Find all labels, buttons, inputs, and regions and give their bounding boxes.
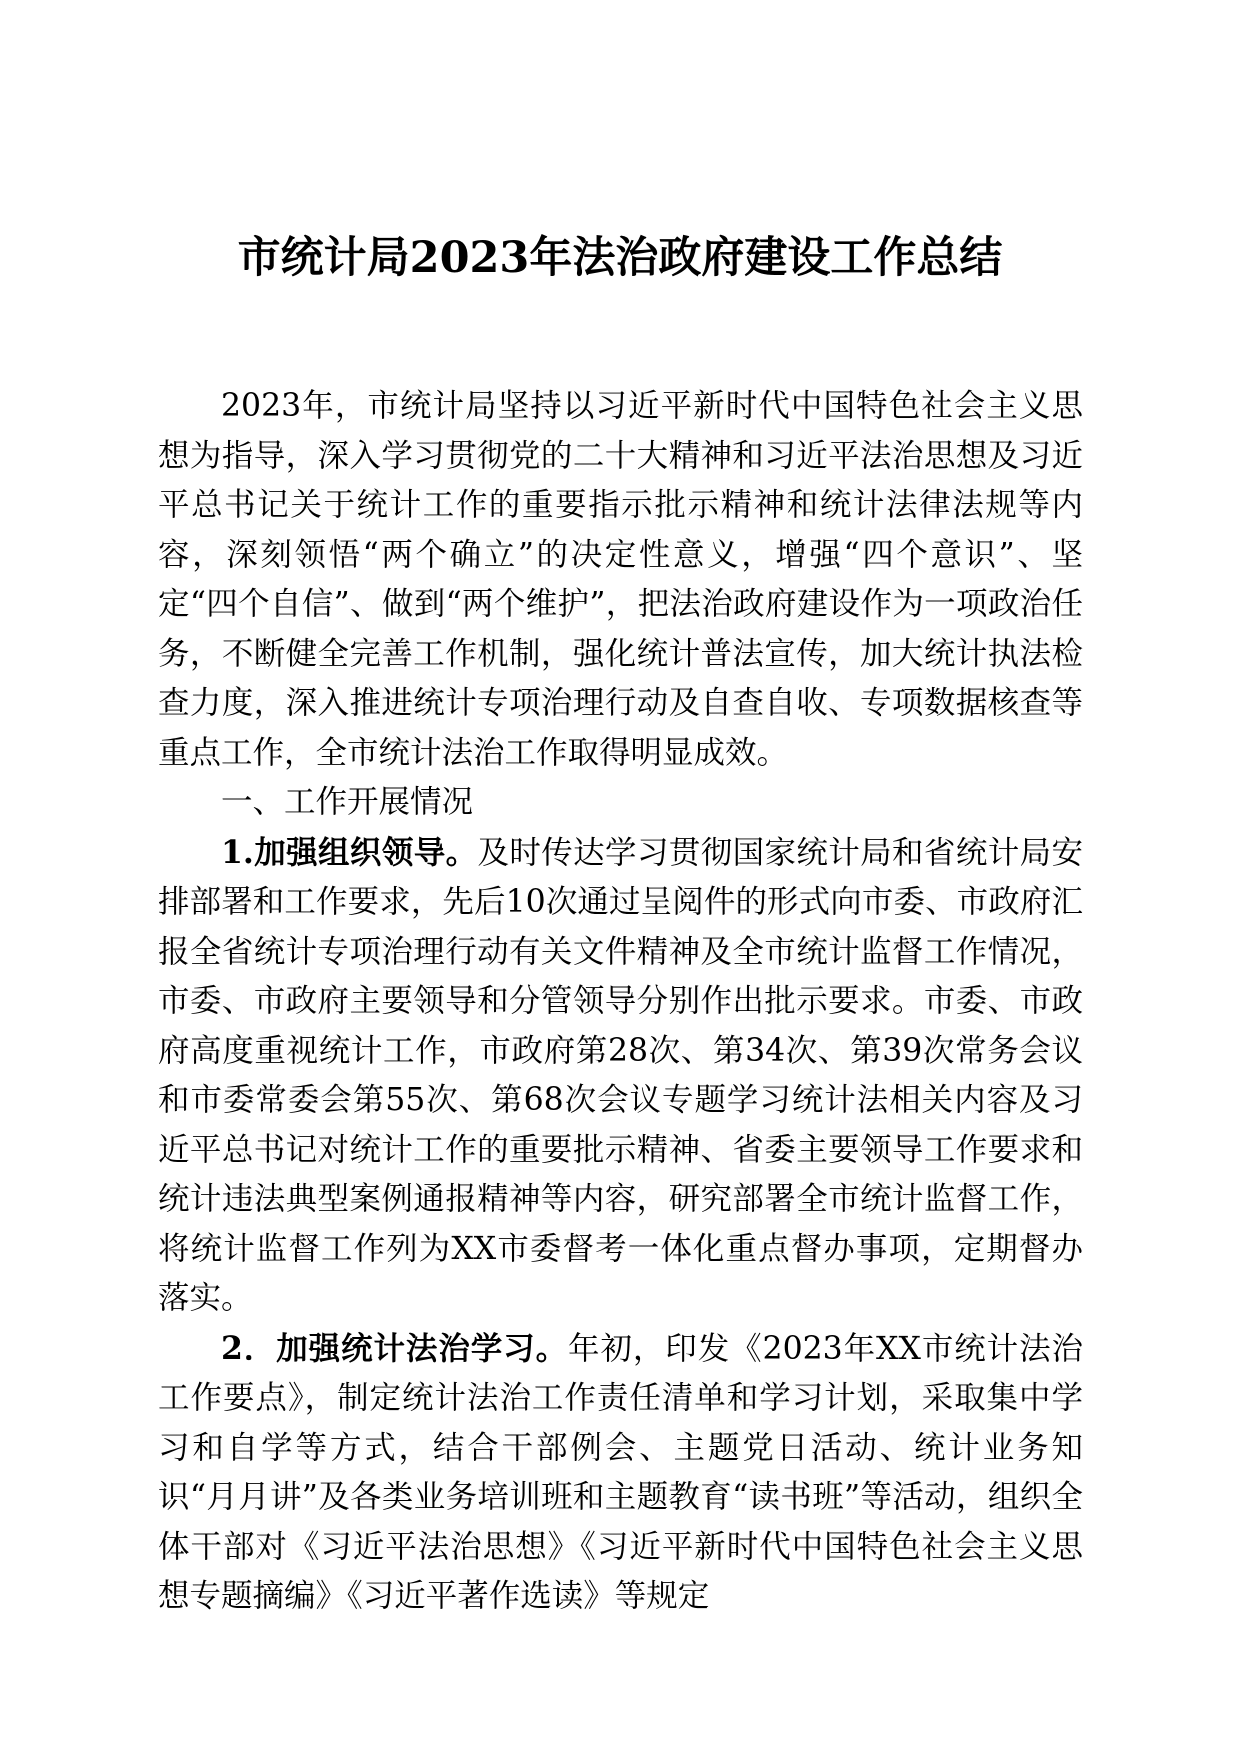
item-1-text: 及时传达学习贯彻国家统计局和省统计局安排部署和工作要求，先后10次通过呈阅件的形式向市委、市政府汇报全省统计专项治理行动有关文件精神及全市统计监督工作情况，市委、市政府主要领导和分管领导分别作出批示要求。市委、市政府高度重视统计工作，市政府第28次、第34次、第39次常务会议和市委常委会第55次、第68次会议专题学习统计法相关内容及习近平总书记对统计工作的重要批示精神、省委主要领导工作要求和统计违法典型案例通报精神等内容，研究部署全市统计监督工作，将统计监督工作列为XX市委督考一体化重点督办事项，定期督办落实。 bbox=[158, 834, 1083, 1316]
intro-paragraph: 2023年，市统计局坚持以习近平新时代中国特色社会主义思想为指导，深入学习贯彻党的二十大精神和习近平法治思想及习近平总书记关于统计工作的重要指示批示精神和统计法律法规等内容，深刻领悟“两个确立”的决定性意义，增强“四个意识”、坚定“四个自信”、做到“两个维护”，把法治政府建设作为一项政治任务，不断健全完善工作机制，强化统计普法宣传，加大统计执法检查力度，深入推进统计专项治理行动及自查自收、专项数据核查等重点工作，全市统计法治工作取得明显成效。 bbox=[158, 388, 1083, 771]
item-1-lead: 1.加强组织领导。 bbox=[221, 833, 478, 871]
item-2-paragraph bbox=[158, 1324, 1083, 1622]
document-body bbox=[158, 382, 1083, 1622]
item-2-text: 年初，印发《2023年XX市统计法治工作要点》，制定统计法治工作责任清单和学习计划，采取集中学习和自学等方式，结合干部例会、主题党日活动、统计业务知识“月月讲”及各类业务培训班和主题教育“读书班”等活动，组织全体干部对《习近平法治思想》《习近平新时代中国特色社会主义思想专题摘编》《习近平著作选读》等规定 bbox=[158, 1330, 1083, 1614]
item-1-paragraph bbox=[158, 828, 1083, 1324]
document-title: 市统计局2023年法治政府建设工作总结 bbox=[237, 233, 1003, 283]
section-heading: 一、工作开展情况 bbox=[221, 784, 474, 820]
item-2-lead: 2．加强统计法治学习。 bbox=[221, 1329, 569, 1367]
